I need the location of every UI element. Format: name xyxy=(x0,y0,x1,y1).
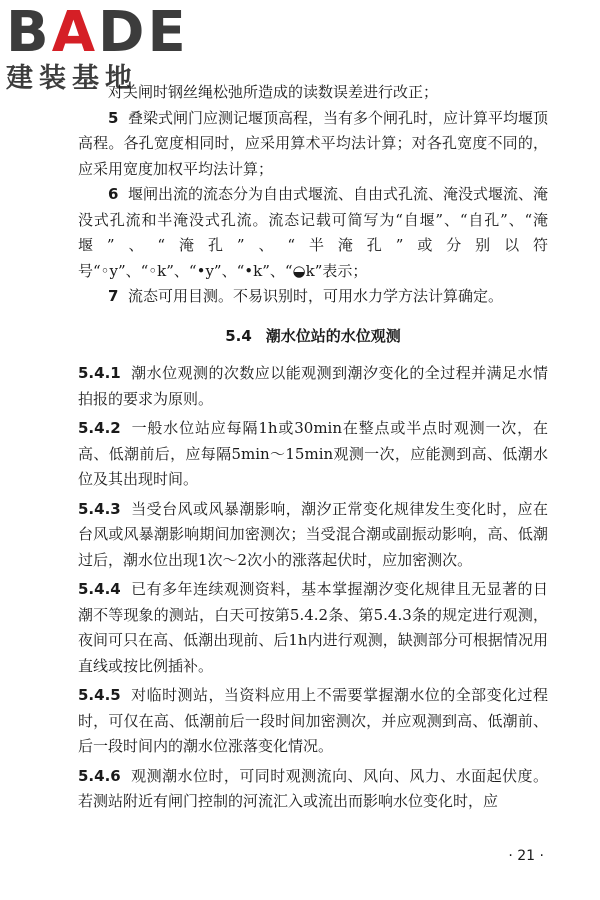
page-number: · 21 · xyxy=(508,848,544,864)
page-body xyxy=(78,80,548,815)
list-item: 7 流态可用目测。不易识别时，可用水力学方法计算确定。 xyxy=(108,287,503,305)
list-item: 5 叠梁式闸门应测记堰顶高程，当有多个闸孔时，应计算平均堰顶高程。各孔宽度相同时，应采用算术平均法计算；对各孔宽度不同的，应采用宽度加权平均法计算； xyxy=(78,108,548,178)
clause: 5.4.6 观测潮水位时，可同时观测流向、风向、风力、水面起伏度。若测站附近有闸门控制的河流汇入或流出而影响水位变化时，应 xyxy=(78,766,548,810)
clause: 5.4.4 已有多年连续观测资料，基本掌握潮汐变化规律且无显著的日潮不等现象的测站，白天可按第5.4.2条、第5.4.3条的规定进行观测，夜间可只在高、低潮出现前、后1h内进行观测，缺测部分可根据情况用直线或按比例插补。 xyxy=(78,580,548,675)
clause: 5.4.2 一般水位站应每隔1h或30min在整点或半点时观测一次，在高、低潮前后，应每隔5min～15min观测一次，应能测到高、低潮水位及其出现时间。 xyxy=(78,419,548,488)
logo-subtitle: 建装基地 xyxy=(6,63,138,94)
clause: 5.4.1 潮水位观测的次数应以能观测到潮汐变化的全过程并满足水情拍报的要求为原则。 xyxy=(78,364,548,408)
logo-wordmark: BADE xyxy=(6,0,189,65)
list-item: 6 堰闸出流的流态分为自由式堰流、自由式孔流、淹没式堰流、淹没式孔流和半淹没式孔流。流态记载可简写为“自堰”、“自孔”、“淹堰”、“淹孔”、“半淹孔”或分别以符号“◦y”、“◦k”、“•y”、“•k”、“◒k”表示； xyxy=(78,185,548,280)
section-heading xyxy=(78,324,548,350)
section-title: 潮水位站的水位观测 xyxy=(265,326,401,345)
clause: 5.4.5 对临时测站，当资料应用上不需要掌握潮水位的全部变化过程时，可仅在高、低潮前后一段时间加密测次，并应观测到高、低潮前、后一段时间内的潮水位涨落变化情况。 xyxy=(78,686,548,755)
list-item: 对关闸时钢丝绳松弛所造成的读数误差进行改正； xyxy=(108,83,439,101)
clause: 5.4.3 当受台风或风暴潮影响，潮汐正常变化规律发生变化时，应在台风或风暴潮影响期间加密测次；当受混合潮或副振动影响，高、低潮过后，潮水位出现1次～2次小的涨落起伏时，应加密测次。 xyxy=(78,499,548,569)
section-number: 5.4 xyxy=(225,326,252,345)
